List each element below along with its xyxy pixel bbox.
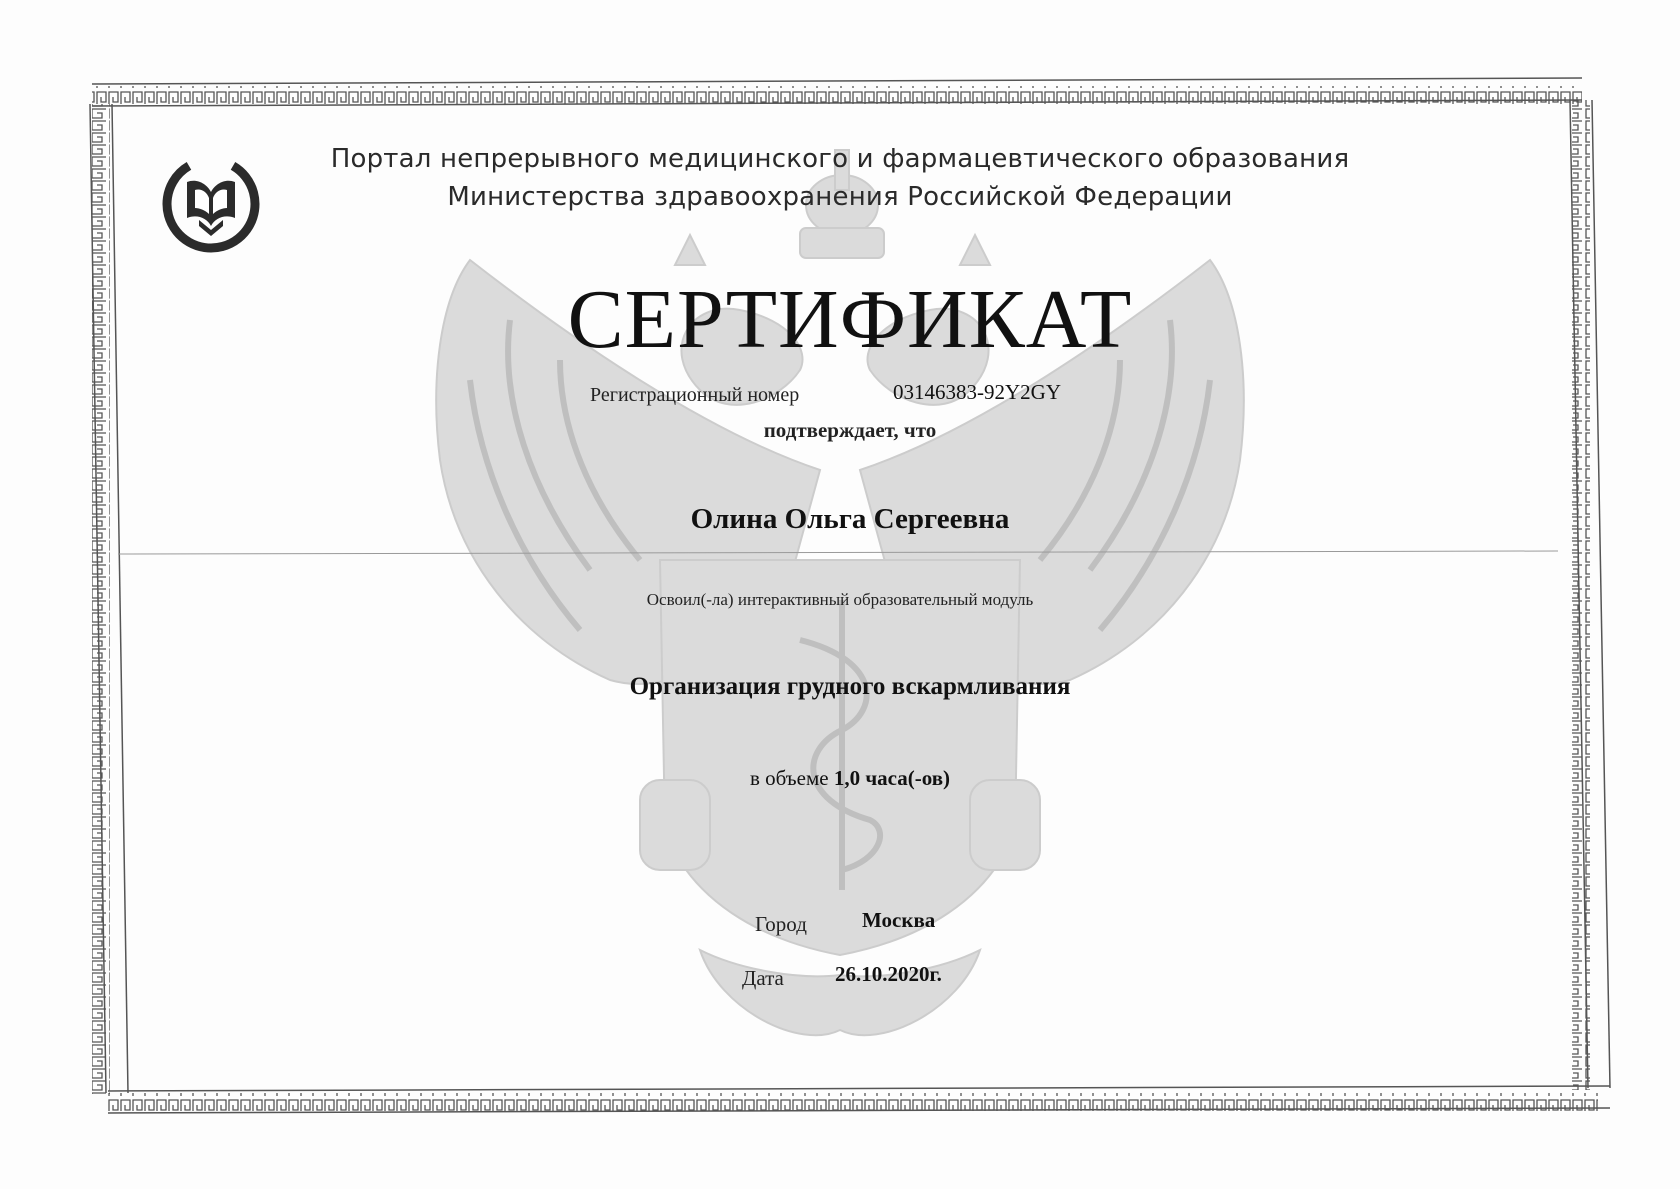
city-value: Москва — [862, 908, 936, 932]
date-value: 26.10.2020г. — [835, 962, 942, 986]
date-label: Дата — [742, 966, 784, 990]
person-name: Олина Ольга Сергеевна — [690, 503, 1010, 535]
certificate-title: СЕРТИФИКАТ — [567, 273, 1133, 366]
mastered-text: Освоил(-ла) интерактивный образовательный модуль — [646, 590, 1034, 609]
confirms-text: подтверждает, что — [763, 418, 937, 442]
registration-label: Регистрационный номер — [590, 384, 800, 406]
portal-title-line2: Министерства здравоохранения Российской Федерации — [447, 182, 1233, 212]
module-name: Организация грудного вскармливания — [629, 673, 1071, 700]
portal-title-line1: Портал непрерывного медицинского и фармацевтического образования — [330, 144, 1350, 174]
book-logo-icon — [157, 148, 265, 256]
registration-number: 03146383-92Y2GY — [893, 380, 1061, 404]
volume-line — [600, 766, 1100, 791]
volume-value: 1,0 часа(-ов) — [833, 766, 951, 790]
city-label: Город — [755, 912, 807, 936]
volume-prefix: в объеме — [749, 766, 834, 790]
portal-title — [290, 140, 1390, 216]
